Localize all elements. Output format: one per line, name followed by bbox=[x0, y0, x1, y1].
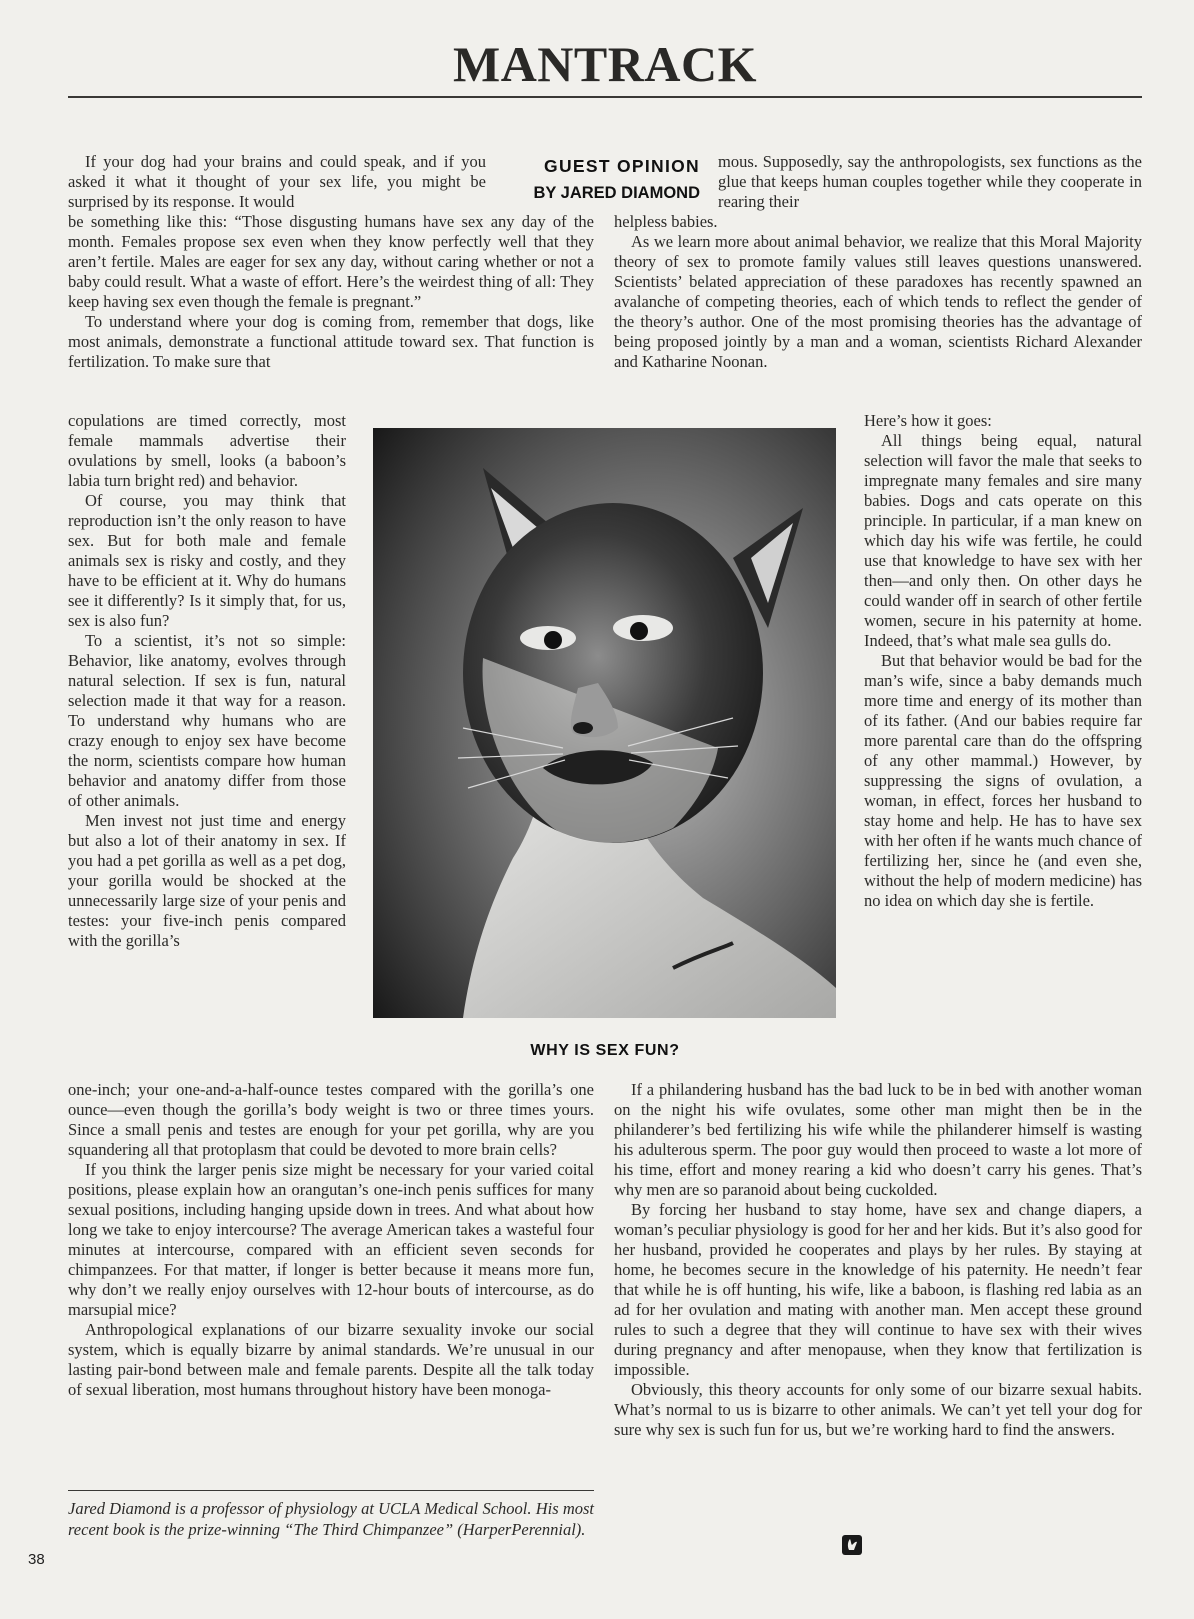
column-heading bbox=[533, 156, 700, 212]
rabbit-head-icon bbox=[842, 1535, 862, 1555]
paragraph: Anthropological explanations of our bizarre sexuality invoke our social system, which is equally bizarre by animal standards. We’re unusual in our lasting pair-bond between male and female parents. Despite all the talk today of sexual liberation, most humans throughout history have been monoga- bbox=[68, 1320, 594, 1399]
paragraph: mous. Supposedly, say the anthropologists, sex functions as the glue that keeps human couples together while they cooperate in rearing their bbox=[718, 152, 1142, 211]
column-f bbox=[614, 1080, 1142, 1440]
footnote-rule bbox=[68, 1490, 594, 1491]
column-d bbox=[864, 411, 1142, 911]
paragraph: If a philandering husband has the bad luck to be in bed with another woman on the night his wife ovulates, some other man might then be in the philanderer’s bed fertilizing his wife while the philanderer himself is wasting his adulterous sperm. The poor guy would then proceed to waste a lot more of his time, effort and money rearing a kid who doesn’t carry his genes. That’s why men are so paranoid about being cuckolded. bbox=[614, 1080, 1142, 1199]
column-c bbox=[68, 411, 346, 951]
byline: BY JARED DIAMOND bbox=[533, 184, 700, 202]
rabbit-head-glyph bbox=[842, 1535, 862, 1555]
paragraph: one-inch; your one-and-a-half-ounce testes compared with the gorilla’s one ounce—even though the gorilla’s body weight is two or three times yours. Since a small penis and testes are enough for your pet gorilla, why are you squandering all that protoplasm that could be devoted to more brain cells? bbox=[68, 1080, 594, 1159]
column-b-lead bbox=[718, 152, 1142, 212]
paragraph: copulations are timed correctly, most female mammals advertise their ovulations by smell, looks (a baboon’s labia turn bright red) and behavior. bbox=[68, 411, 346, 490]
paragraph: helpless babies. bbox=[614, 212, 718, 231]
guest-opinion-kicker: GUEST OPINION bbox=[544, 156, 700, 176]
column-e bbox=[68, 1080, 594, 1400]
masthead: MANTRACK bbox=[453, 36, 757, 92]
paragraph: If you think the larger penis size might be necessary for your varied coital positions, please explain how an orangutan’s one-inch penis suffices for many sexual positions, including hanging upside down in trees. And what about how long we take to enjoy intercourse? The average American takes a wasteful four minutes at intercourse, compared with an efficient seven seconds for chimpanzees. For that matter, if longer is better because it means more fun, why don’t we really enjoy ourselves with 12-hour bouts of intercourse, as do marsupial mice? bbox=[68, 1160, 594, 1319]
cat-face-photo bbox=[373, 428, 836, 1018]
paragraph: If your dog had your brains and could speak, and if you asked it what it thought of your sex life, you might be surprised by its response. It would bbox=[68, 152, 486, 211]
author-bio: Jared Diamond is a professor of physiology at UCLA Medical School. His most recent book is the prize-winning “The Third Chimpanzee” (HarperPerennial). bbox=[68, 1499, 594, 1539]
paragraph: be something like this: “Those disgusting humans have sex any day of the month. Females propose sex even when they know perfectly well that they aren’t fertile. Males are eager for sex any day, without caring whether or not a baby could result. What a waste of effort. Here’s the weirdest thing of all: They keep having sex even though the female is pregnant.” bbox=[68, 212, 594, 311]
paragraph: Obviously, this theory accounts for only some of our bizarre sexual habits. What’s normal to us is bizarre to other animals. We can’t yet tell your dog for sure why sex is such fun for us, but we’re working hard to find the answers. bbox=[614, 1380, 1142, 1439]
photo-caption: WHY IS SEX FUN? bbox=[530, 1042, 680, 1059]
paragraph: Men invest not just time and energy but also a lot of their anatomy in sex. If you had a pet gorilla as well as a pet dog, your gorilla would be shocked at the unnecessarily large size of your penis and testes: your five-inch penis compared with the gorilla’s bbox=[68, 811, 346, 950]
column-b bbox=[614, 212, 1142, 372]
paragraph: But that behavior would be bad for the man’s wife, since a baby demands much more time and energy of its mother than of its father. (And our babies require far more parental care than do the offspring of any other mammal.) However, by suppressing the signs of ovulation, a woman, in effect, forces her husband to stay home and help. He has to have sex with her often if he wants much chance of fertilizing her, since he (and even she, without the help of modern medicine) has no idea on which day she is fertile. bbox=[864, 651, 1142, 910]
column-a-lead bbox=[68, 152, 486, 212]
paragraph: By forcing her husband to stay home, have sex and change diapers, a woman’s peculiar physiology is good for her and her kids. But it’s also good for her husband, provided he cooperates and plays by her rules. By staying at home, he becomes secure in the knowledge of his paternity. He needn’t fear that while he is off hunting, his wife, like a baboon, is flashing red labia as an ad for her ovulation and mating with another man. Men accept these ground rules to such a degree that they will continue to have sex with their wives during pregnancy and after menopause, when they know that fertilization is impossible. bbox=[614, 1200, 1142, 1379]
paragraph: All things being equal, natural selection will favor the male that seeks to impregnate many females and sire many babies. Dogs and cats operate on this principle. In particular, if a man knew on which day his wife was fertile, he could use that knowledge to have sex with her then—and only then. On other days he could wander off in search of other fertile women, secure in his paternity at home. Indeed, that’s what male sea gulls do. bbox=[864, 431, 1142, 650]
column-a bbox=[68, 212, 594, 372]
cat-woman-illustration bbox=[373, 428, 836, 1018]
masthead-rule bbox=[68, 96, 1142, 98]
paragraph: Of course, you may think that reproduction isn’t the only reason to have sex. But for both male and female animals sex is risky and costly, and they have to be efficient at it. Why do humans see it differently? Is it simply that, for us, sex is also fun? bbox=[68, 491, 346, 630]
paragraph: To a scientist, it’s not so simple: Behavior, like anatomy, evolves through natural selection. If sex is fun, natural selection made it that way for a reason. To understand why humans who are crazy enough to enjoy sex have become the norm, scientists compare how human behavior and anatomy differ from those of other animals. bbox=[68, 631, 346, 810]
paragraph: Here’s how it goes: bbox=[864, 411, 992, 430]
page-number: 38 bbox=[28, 1551, 45, 1568]
paragraph: As we learn more about animal behavior, we realize that this Moral Majority theory of sex to promote family values still leaves questions unanswered. Scientists’ belated appreciation of these paradoxes has recently spawned an avalanche of competing theories, each of which tends to reflect the gender of the theory’s author. One of the most promising theories has the advantage of being proposed jointly by a man and a woman, scientists Richard Alexander and Katharine Noonan. bbox=[614, 232, 1142, 371]
paragraph: To understand where your dog is coming from, remember that dogs, like most animals, demonstrate a functional attitude toward sex. That function is fertilization. To make sure that bbox=[68, 312, 594, 371]
